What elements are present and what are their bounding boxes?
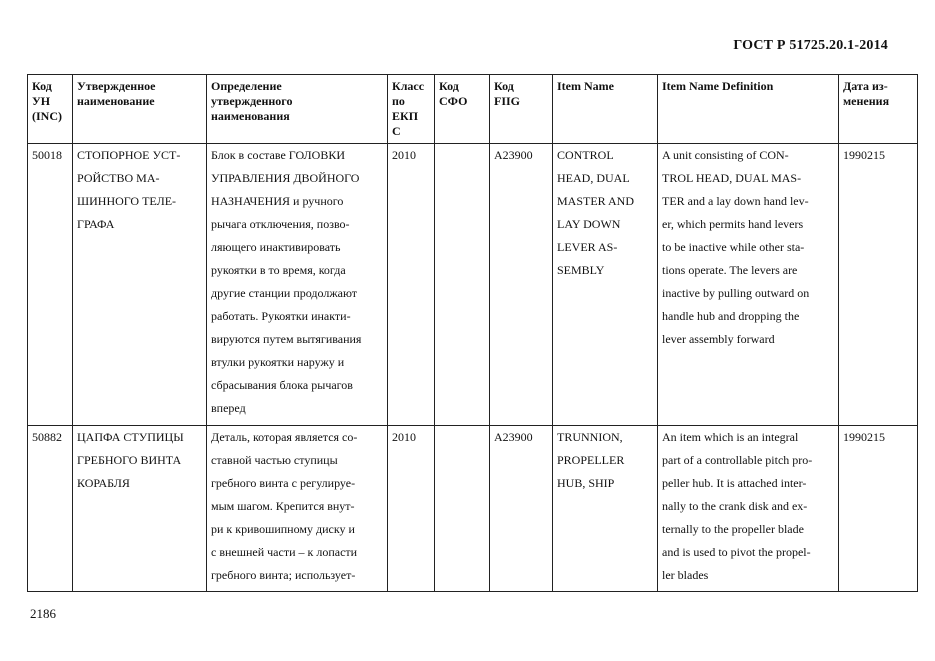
cell-code-un: 50018 [28, 144, 73, 426]
cell-definition: Блок в составе ГОЛОВКИ УПРАВЛЕНИЯ ДВОЙНОГО НАЗНАЧЕНИЯ и ручного рычага отключения, позво- ляющего инактивировать рукоятки в то время, когда другие станции продолжают работать. Рукоятки инакти- вируются путем вытягивания втулки рукоятки наружу и сбрасывания блока рычагов вперед [207, 144, 388, 426]
table-row [28, 426, 918, 592]
header-code-un: Код УН (INC) [28, 75, 73, 144]
cell-item-name: CONTROL HEAD, DUAL MASTER AND LAY DOWN LEVER AS- SEMBLY [553, 144, 658, 426]
cell-code-fiig: A23900 [490, 426, 553, 592]
document-standard-number: ГОСТ Р 51725.20.1-2014 [733, 38, 888, 53]
header-class-ekps: Класс по ЕКП С [388, 75, 435, 144]
header-approved-name: Утвержденное наименование [73, 75, 207, 144]
cell-code-sfo [435, 144, 490, 426]
header-change-date: Дата из- менения [839, 75, 918, 144]
cell-code-fiig: A23900 [490, 144, 553, 426]
cell-change-date: 1990215 [839, 144, 918, 426]
header-code-sfo: Код СФО [435, 75, 490, 144]
cell-definition: Деталь, которая является со- ставной частью ступицы гребного винта с регулируе- мым шагом. Крепится внут- ри к кривошипному диску и с внешней части – к лопасти гребного винта; использует- [207, 426, 388, 592]
cell-code-un: 50882 [28, 426, 73, 592]
cell-class-ekps: 2010 [388, 426, 435, 592]
cell-class-ekps: 2010 [388, 144, 435, 426]
page-number: 2186 [30, 606, 56, 621]
cell-item-name: TRUNNION, PROPELLER HUB, SHIP [553, 426, 658, 592]
cell-item-name-definition: A unit consisting of CON- TROL HEAD, DUAL MAS- TER and a lay down hand lev- er, which permits hand levers to be inactive while other sta- tions operate. The levers are inactive by pulling outward on handle hub and dropping the lever assembly forward [658, 144, 839, 426]
cell-item-name-definition: An item which is an integral part of a controllable pitch pro- peller hub. It is attached inter- nally to the crank disk and ex- ternally to the propeller blade and is used to pivot the propel- ler blades [658, 426, 839, 592]
header-item-name: Item Name [553, 75, 658, 144]
cell-approved-name: ЦАПФА СТУПИЦЫ ГРЕБНОГО ВИНТА КОРАБЛЯ [73, 426, 207, 592]
table-header-row [28, 75, 918, 144]
header-definition: Определение утвержденного наименования [207, 75, 388, 144]
table-row [28, 144, 918, 426]
cell-change-date: 1990215 [839, 426, 918, 592]
specification-table [27, 74, 918, 592]
header-code-fiig: Код FIIG [490, 75, 553, 144]
cell-code-sfo [435, 426, 490, 592]
cell-approved-name: СТОПОРНОЕ УСТ- РОЙСТВО МА- ШИННОГО ТЕЛЕ- ГРАФА [73, 144, 207, 426]
header-item-name-definition: Item Name Definition [658, 75, 839, 144]
